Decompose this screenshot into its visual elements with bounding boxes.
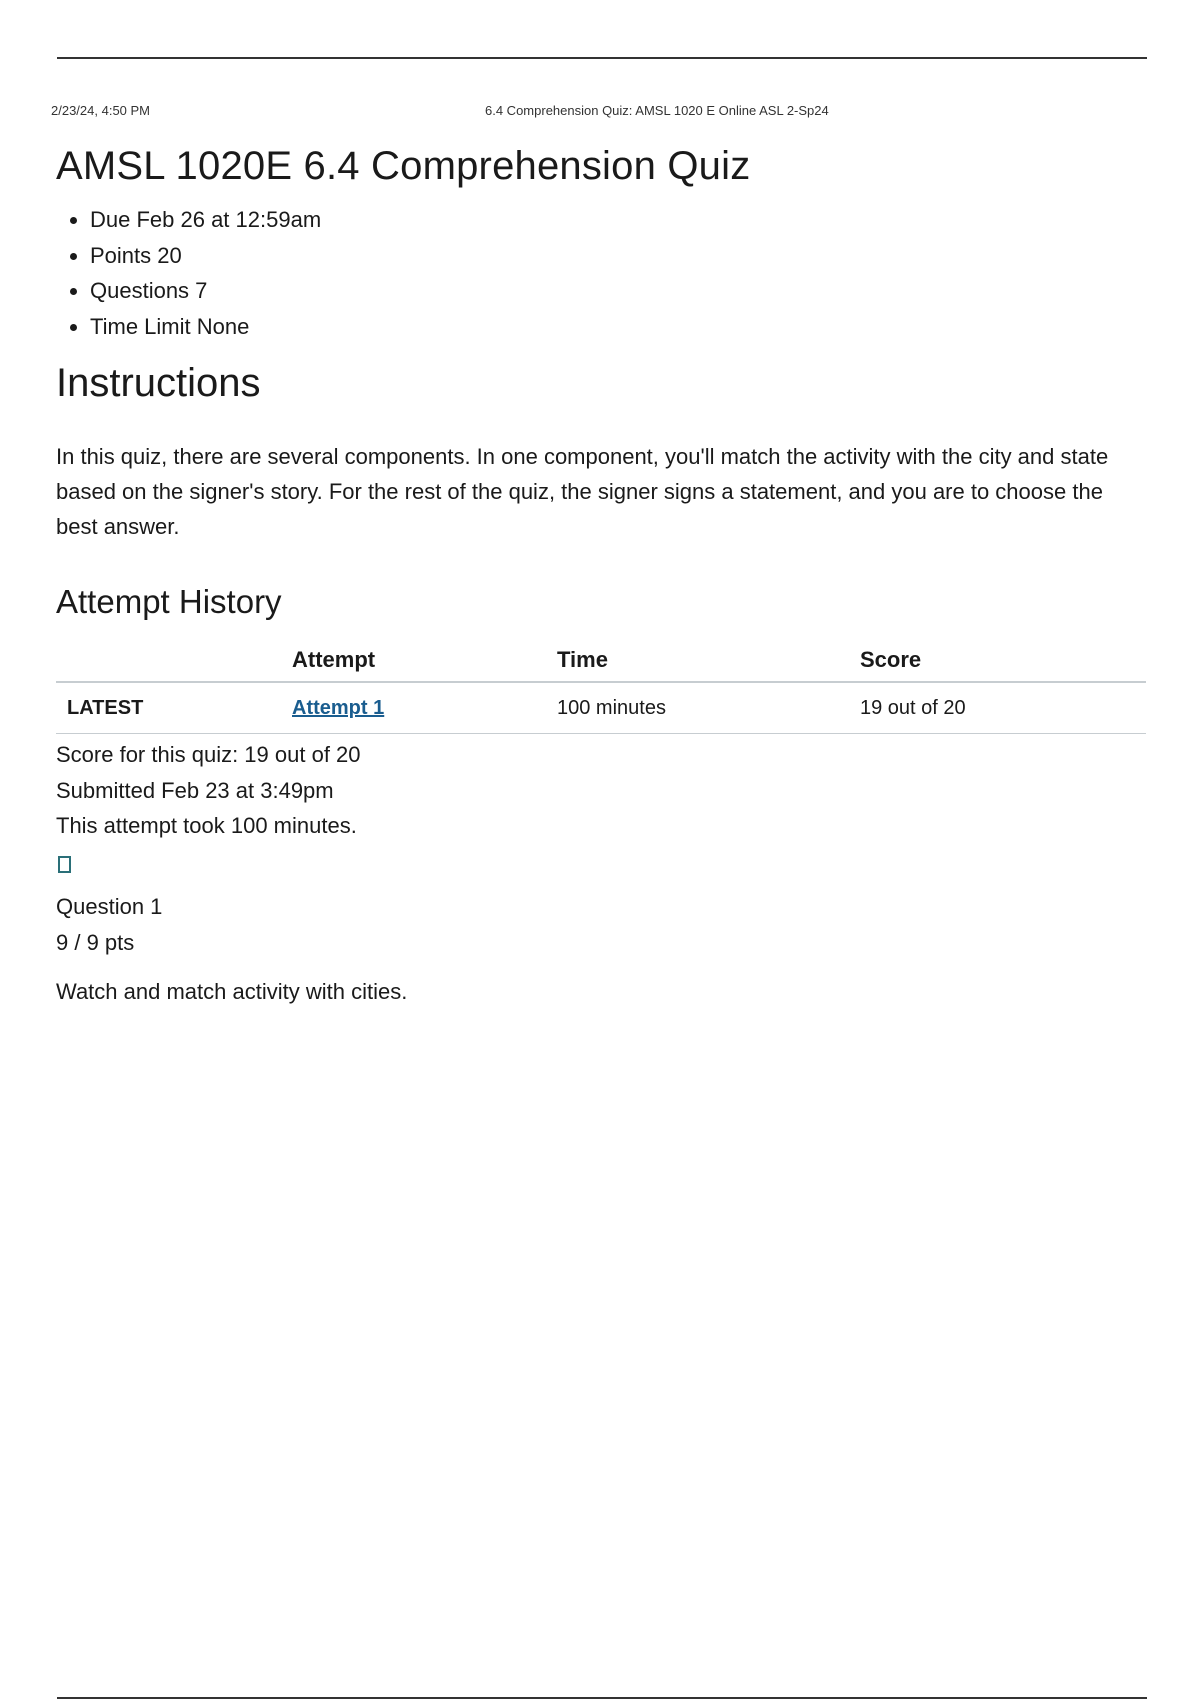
attempt-cell — [292, 682, 557, 734]
question-title: Question 1 — [56, 894, 163, 919]
top-page-rule — [57, 57, 1147, 59]
column-header-score: Score — [860, 641, 1146, 682]
instructions-heading: Instructions — [56, 361, 261, 405]
instructions-text: In this quiz, there are several components. In one component, you'll match the activity with the city and state based on the signer's story. For the rest of the quiz, the signer signs a statement, and you are to choose the best answer. — [56, 444, 1109, 539]
quiz-meta-time-limit: • Time Limit None — [90, 309, 1146, 345]
column-header-time: Time — [557, 641, 860, 682]
quiz-meta-list — [56, 202, 1146, 344]
column-header-label — [56, 641, 292, 682]
bottom-page-rule — [57, 1697, 1147, 1699]
quiz-content — [56, 140, 1146, 1007]
attempt-score-cell: 19 out of 20 — [860, 682, 1146, 734]
table-row — [56, 682, 1146, 734]
attempt-1-link[interactable]: Attempt 1 — [292, 697, 385, 719]
attempt-history-table — [56, 641, 1146, 734]
quiz-meta-points: • Points 20 — [90, 238, 1146, 274]
quiz-score-text: Score for this quiz: 19 out of 20 — [56, 742, 361, 767]
quiz-meta-questions: • Questions 7 — [90, 273, 1146, 309]
question-points: 9 / 9 pts — [56, 929, 135, 955]
attempt-table-header-row — [56, 641, 1146, 682]
quiz-title: AMSL 1020E 6.4 Comprehension Quiz — [56, 144, 751, 188]
attempt-label-latest: LATEST — [56, 682, 292, 734]
print-page-title: 6.4 Comprehension Quiz: AMSL 1020 E Online ASL 2-Sp24 — [485, 103, 829, 118]
question-block — [56, 844, 1146, 1008]
question-text: Watch and match activity with cities. — [56, 979, 408, 1004]
submitted-text: Submitted Feb 23 at 3:49pm — [56, 777, 334, 803]
column-header-attempt: Attempt — [292, 641, 557, 682]
quiz-meta-due: • Due Feb 26 at 12:59am — [90, 202, 1146, 238]
print-datetime: 2/23/24, 4:50 PM — [51, 103, 151, 118]
attempt-summary — [56, 737, 1146, 844]
print-header — [51, 103, 1151, 119]
attempt-time-cell: 100 minutes — [557, 682, 860, 734]
attempt-duration-text: This attempt took 100 minutes. — [56, 813, 357, 838]
attempt-history-heading: Attempt History — [56, 583, 282, 620]
flag-icon[interactable] — [58, 856, 71, 873]
